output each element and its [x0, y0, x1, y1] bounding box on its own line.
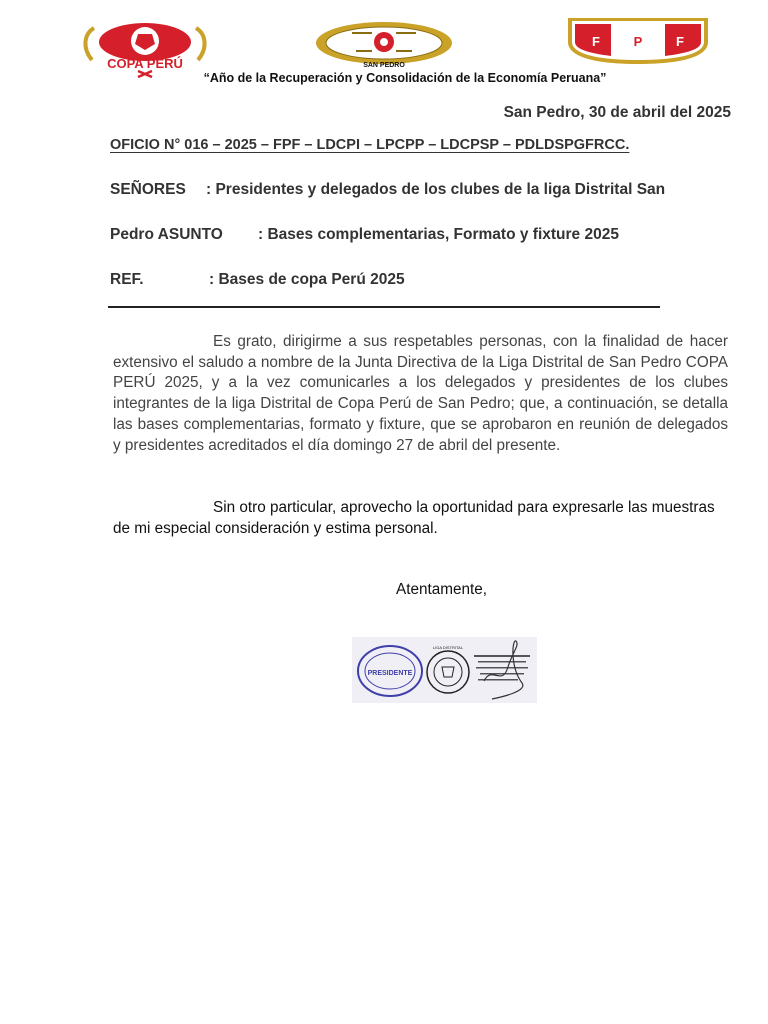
liga-round-stamp: [427, 645, 469, 693]
reference-label: REF.: [110, 271, 144, 288]
closing-salutation: Atentamente,: [396, 581, 487, 598]
copa-peru-logo: [78, 20, 212, 78]
signature-block: [474, 641, 530, 699]
svg-text:F: F: [592, 34, 600, 49]
subject-row: [110, 226, 619, 244]
reference-row: [110, 271, 405, 289]
fpf-logo: [566, 16, 710, 66]
subject-value: : Bases complementarias, Formato y fixture 2025: [258, 226, 619, 243]
body-paragraph-2: [113, 498, 728, 539]
president-stamp: [358, 646, 422, 696]
body-paragraph-1-text: Es grato, dirigirme a sus respetables personas, con la finalidad de hacer extensivo el saludo a nombre de la Junta Directiva de la Liga Distrital de San Pedro COPA PERÚ 2025, y a la vez comunicarles a los delegados y presidentes de los clubes integrantes de la liga Distrital de Copa Perú de San Pedro; que, a continuación, se detalla las bases complementarias, formato y fixture, que se aprobaron en reunión de delegados y presidentes acreditados el día domingo 27 de abril del presente.: [113, 333, 728, 454]
copa-peru-logo-text: COPA PERÚ: [107, 56, 183, 71]
body-paragraph-2-text: Sin otro particular, aprovecho la oportunidad para expresarle las muestras de mi especial consideración y estima personal.: [113, 499, 715, 537]
subject-label: Pedro ASUNTO: [110, 226, 223, 243]
liga-stamp-text: LIGA DISTRITAL: [432, 645, 464, 650]
reference-value: : Bases de copa Perú 2025: [209, 271, 405, 288]
svg-text:P: P: [633, 34, 643, 49]
national-year-motto: “Año de la Recuperación y Consolidación de la Economía Peruana”: [203, 71, 607, 85]
addressee-label: SEÑORES: [110, 181, 186, 198]
liga-seal-text: SAN PEDRO: [363, 62, 405, 69]
addressee-row: [110, 181, 665, 199]
header-divider: [108, 306, 660, 308]
addressee-value: : Presidentes y delegados de los clubes de la liga Distrital San: [206, 181, 666, 198]
oficio-reference-number: OFICIO N° 016 – 2025 – FPF – LDCPI – LPCPP – LDCPSP – PDLDSPGFRCC.: [110, 137, 630, 153]
president-stamp-text: PRESIDENTE: [367, 670, 413, 677]
svg-text:F: F: [676, 34, 684, 49]
liga-distrital-seal: [314, 20, 454, 70]
stamp-signature-block: [352, 637, 537, 703]
body-paragraph-1: [113, 332, 728, 456]
letter-date: San Pedro, 30 de abril del 2025: [503, 104, 731, 121]
